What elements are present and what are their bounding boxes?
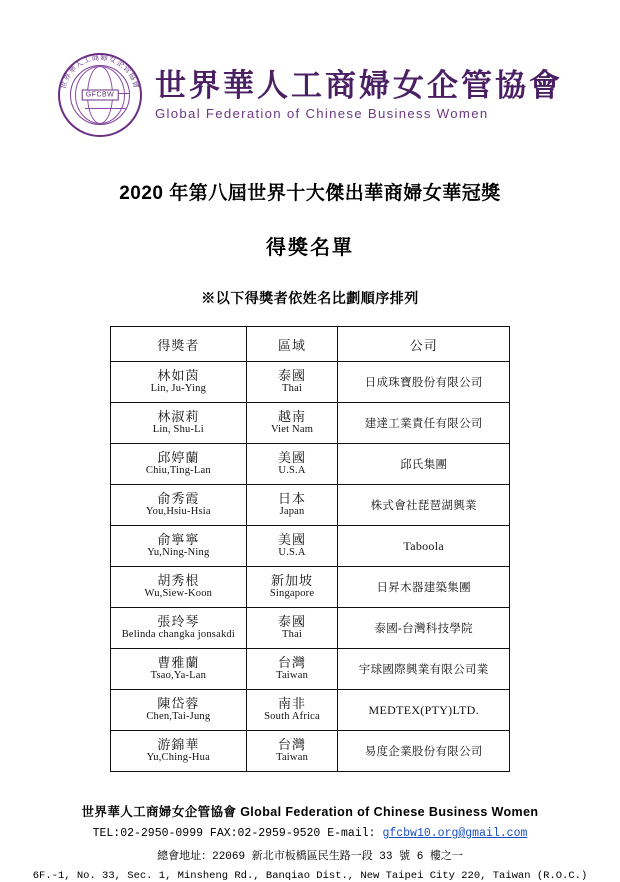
column-header-company: 公司 [338,327,510,362]
footer-contact-prefix: TEL:02-2950-0999 FAX:02-2959-9520 E-mail: [92,827,376,840]
region-en: U.S.A [278,465,306,477]
region-en: Viet Nam [270,424,314,436]
recipient-company: 易度企業股份有限公司 [338,731,510,772]
footer-address-en: 6F.-1, No. 33, Sec. 1, Minsheng Rd., Banqiao Dist., New Taipei City 220, Taiwan (R.O.C.) [32,870,588,882]
recipient-region [246,608,338,649]
recipient-company: 泰國-台灣科技學院 [338,608,510,649]
recipient-name-cn: 張玲琴 [157,613,200,629]
page-title: 2020 年第八屆世界十大傑出華商婦女華冠獎 [119,183,501,204]
recipient-name-en: Belinda changka jonsakdi [121,629,235,641]
recipient-name [111,362,247,403]
logo-arc-label: 世界華人工商婦女企管協會 [58,52,142,90]
region-en: Singapore [269,588,315,600]
region-cn: 泰國 [278,613,307,629]
table-row [111,485,510,526]
recipient-region [246,690,338,731]
letterhead [0,0,620,138]
org-title-block [155,69,563,120]
recipient-name-cn: 曹雅蘭 [157,654,200,670]
region-cn: 美國 [278,449,307,465]
region-cn: 新加坡 [271,572,314,588]
recipient-name-cn: 俞秀霞 [157,490,200,506]
recipient-name [111,690,247,731]
recipient-company: 邱氏集團 [338,444,510,485]
region-en: Taiwan [276,670,309,682]
recipient-region [246,567,338,608]
region-cn: 美國 [278,531,307,547]
recipient-name-en: Yu,Ning-Ning [147,547,210,559]
region-cn: 台灣 [278,654,307,670]
recipient-region [246,526,338,567]
footer-address-cn: 總會地址：22069 新北市板橋區民生路一段 33 號 6 樓之一 [157,851,463,863]
recipient-name-cn: 陳岱蓉 [157,695,200,711]
recipient-name [111,608,247,649]
recipient-name-en: You,Hsiu-Hsia [145,506,211,518]
recipient-company: 建達工業責任有限公司 [338,403,510,444]
recipient-company: 宇球國際興業有限公司業 [338,649,510,690]
region-cn: 越南 [278,408,307,424]
recipient-company: 日昇木器建築集團 [338,567,510,608]
recipient-region [246,485,338,526]
recipient-name [111,649,247,690]
awards-table [110,326,510,772]
recipient-name [111,485,247,526]
recipient-region [246,444,338,485]
recipient-name-en: Chiu,Ting-Lan [145,465,211,477]
recipient-company: MEDTEX(PTY)LTD. [338,690,510,731]
recipient-company: 日成珠寶股份有限公司 [338,362,510,403]
footer-email-link[interactable]: gfcbw10.org@gmail.com [382,827,528,840]
recipient-name [111,731,247,772]
column-header-region: 區域 [246,327,338,362]
table-row [111,690,510,731]
table-row [111,403,510,444]
recipient-name-en: Chen,Tai-Jung [146,711,211,723]
recipient-name-en: Lin, Ju-Ying [150,383,207,395]
recipient-region [246,403,338,444]
org-name-cn: 世界華人工商婦女企管協會 [155,68,563,104]
recipient-region [246,649,338,690]
table-row [111,526,510,567]
recipient-company: Taboola [338,526,510,567]
table-row [111,567,510,608]
region-en: Taiwan [276,752,309,764]
region-en: U.S.A [278,547,306,559]
sorting-note: ※以下得獎者依姓名比劃順序排列 [201,290,419,306]
recipient-company: 株式會社琵琶湖興業 [338,485,510,526]
recipient-name [111,444,247,485]
recipient-name-cn: 游錦華 [157,736,200,752]
recipient-name [111,403,247,444]
recipient-region [246,362,338,403]
page-subtitle: 得獎名單 [266,237,354,259]
region-en: Thai [282,383,303,395]
recipient-name-en: Yu,Ching-Hua [146,752,210,764]
globe-logo-icon [57,52,143,138]
region-cn: 泰國 [278,367,307,383]
recipient-region [246,731,338,772]
recipient-name-cn: 邱婷蘭 [157,449,200,465]
table-row [111,444,510,485]
table-row [111,649,510,690]
table-header-row [111,327,510,362]
recipient-name-cn: 俞寧寧 [157,531,200,547]
org-name-en: Global Federation of Chinese Business Women [155,105,489,121]
table-row [111,608,510,649]
recipient-name [111,526,247,567]
region-en: Japan [279,506,305,518]
page-footer [0,802,620,882]
table-row [111,362,510,403]
recipient-name-cn: 胡秀根 [157,572,200,588]
recipient-name-en: Tsao,Ya-Lan [150,670,207,682]
region-en: Thai [282,629,303,641]
region-en: South Africa [264,711,320,723]
column-header-recipient: 得獎者 [111,327,247,362]
footer-contact-line [0,827,620,840]
recipient-name [111,567,247,608]
recipient-name-en: Wu,Siew-Koon [144,588,213,600]
logo-badge: GFCBW [82,90,119,101]
awards-table-wrap [110,326,510,772]
recipient-name-cn: 林淑莉 [157,408,200,424]
table-row [111,731,510,772]
footer-org-line: 世界華人工商婦女企管協會 Global Federation of Chinese Business Women [81,805,539,819]
recipient-name-en: Lin, Shu-Li [152,424,204,436]
region-cn: 日本 [278,490,307,506]
region-cn: 南非 [278,695,307,711]
recipient-name-cn: 林如茵 [157,367,200,383]
region-cn: 台灣 [278,736,307,752]
